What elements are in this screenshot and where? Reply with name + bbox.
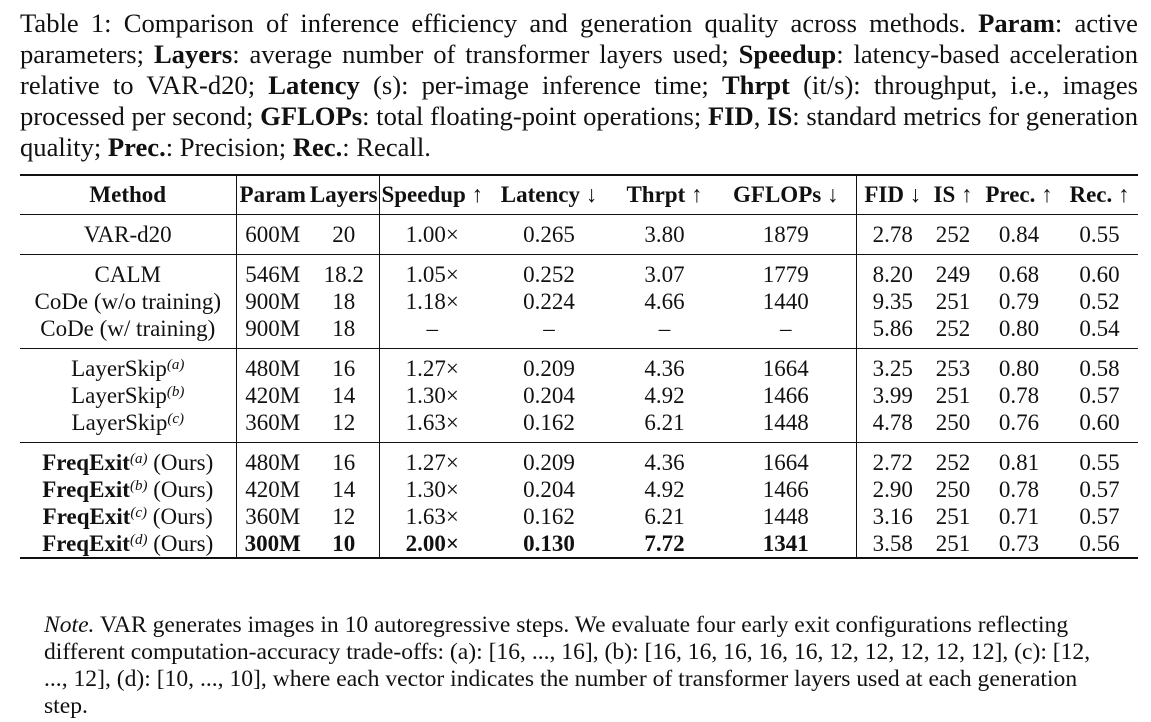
method-cell: VAR-d20 bbox=[20, 215, 236, 255]
caption-term: IS bbox=[767, 101, 793, 131]
caption-term: FID bbox=[707, 101, 754, 131]
value-cell: 3.80 bbox=[613, 215, 716, 255]
value-cell: 360M bbox=[236, 503, 309, 530]
value-cell: 250 bbox=[935, 476, 971, 502]
value-cell: 4.78 bbox=[856, 409, 929, 443]
value-cell: 14 bbox=[332, 382, 356, 408]
table-row bbox=[20, 315, 1138, 349]
value-cell: 480M bbox=[236, 443, 309, 477]
table-row bbox=[20, 443, 1138, 477]
value-cell: 1664 bbox=[762, 355, 809, 381]
value-cell: – bbox=[485, 315, 613, 349]
value-cell: – bbox=[379, 315, 485, 349]
value-cell: 12 bbox=[309, 409, 379, 443]
value-cell: 2.90 bbox=[856, 476, 929, 503]
caption-term: Rec. bbox=[292, 132, 343, 162]
value-cell: 0.162 bbox=[523, 503, 575, 529]
value-cell: 2.78 bbox=[856, 215, 929, 255]
caption-definition: : Recall. bbox=[342, 132, 431, 162]
value-cell: 18.2 bbox=[323, 261, 364, 287]
value-cell: 0.204 bbox=[523, 476, 575, 502]
value-cell: – bbox=[613, 315, 716, 349]
caption-term: Speedup bbox=[738, 39, 837, 69]
column-header: Layers bbox=[309, 175, 379, 215]
value-cell: 1341 bbox=[716, 530, 856, 558]
value-cell: 252 bbox=[929, 315, 977, 349]
value-cell: 2.00× bbox=[379, 530, 485, 558]
table-row bbox=[20, 382, 1138, 409]
value-cell: 1664 bbox=[762, 449, 809, 475]
value-cell: 480M bbox=[236, 349, 309, 383]
value-cell: 0.265 bbox=[485, 215, 613, 255]
value-cell: 4.66 bbox=[644, 288, 685, 314]
table-row bbox=[20, 503, 1138, 530]
method-cell: CALM bbox=[94, 261, 161, 287]
value-cell: 0.209 bbox=[523, 355, 575, 381]
value-cell: 0.55 bbox=[1079, 449, 1120, 475]
table-row bbox=[20, 255, 1138, 289]
caption-definition: : Precision; bbox=[165, 132, 293, 162]
table-note bbox=[44, 612, 1110, 720]
value-cell: 12 bbox=[332, 503, 356, 529]
value-cell: 3.99 bbox=[856, 382, 929, 409]
value-cell: 1.27× bbox=[379, 443, 485, 477]
table-row bbox=[20, 476, 1138, 503]
caption-term: Param bbox=[978, 8, 1055, 38]
caption-definition: : average number of transformer layers used; bbox=[232, 39, 739, 69]
value-cell: 0.57 bbox=[1079, 476, 1120, 502]
value-cell: 8.20 bbox=[856, 255, 929, 289]
value-cell: – bbox=[716, 315, 856, 349]
caption-definition: : total floating-point operations; bbox=[362, 101, 708, 131]
value-cell: 0.54 bbox=[1061, 315, 1138, 349]
column-header: Param bbox=[236, 175, 309, 215]
value-cell: 420M bbox=[236, 476, 309, 503]
value-cell: 251 bbox=[929, 530, 977, 558]
value-cell: 0.162 bbox=[485, 409, 613, 443]
method-cell: LayerSkip$^{(a)}$ bbox=[71, 355, 185, 381]
value-cell: 360M bbox=[236, 409, 309, 443]
caption-lead: Table 1: Comparison of inference efficiency and generation quality across methods. bbox=[20, 8, 979, 38]
value-cell: 0.224 bbox=[523, 288, 575, 314]
table-row bbox=[20, 349, 1138, 383]
value-cell: 0.58 bbox=[1079, 355, 1120, 381]
value-cell: 1.63× bbox=[379, 409, 485, 443]
column-header: Speedup ↑ bbox=[379, 175, 485, 215]
value-cell: 0.80 bbox=[977, 315, 1061, 349]
value-cell: 1779 bbox=[762, 261, 809, 287]
table-body bbox=[20, 215, 1138, 559]
value-cell: 4.92 bbox=[644, 382, 685, 408]
value-cell: 9.35 bbox=[856, 288, 929, 315]
value-cell: 20 bbox=[309, 215, 379, 255]
value-cell: 0.76 bbox=[977, 409, 1061, 443]
column-header: Rec. ↑ bbox=[1061, 175, 1138, 215]
method-cell: LayerSkip$^{(b)}$ bbox=[71, 382, 185, 408]
value-cell: 546M bbox=[236, 255, 309, 289]
method-cell: FreqExit$^{(a)}$ (Ours) bbox=[42, 449, 214, 475]
value-cell: 0.204 bbox=[523, 382, 575, 408]
note-text: VAR generates images in 10 autoregressive steps. We evaluate four early exit configurations reflecting different computation-accuracy trade-offs: (a): [16, ..., 16], (b): [16, 16, 16, 16, 16, 12, 12, 12, 12, 12], (c): [12, ..., 12], (d): [10, ..., 10], where each vector indicates the number of transformer layers used at each generation step. bbox=[44, 612, 1091, 719]
value-cell: 18 bbox=[332, 288, 356, 314]
value-cell: 0.84 bbox=[977, 215, 1061, 255]
column-header: Prec. ↑ bbox=[977, 175, 1061, 215]
method-cell: FreqExit$^{(b)}$ (Ours) bbox=[42, 476, 214, 502]
value-cell: 0.78 bbox=[998, 382, 1040, 408]
value-cell: 251 bbox=[935, 288, 971, 314]
method-cell: LayerSkip$^{(c)}$ bbox=[20, 409, 236, 443]
method-cell: CoDe (w/ training) bbox=[20, 315, 236, 349]
value-cell: 1466 bbox=[762, 476, 809, 502]
value-cell: 1879 bbox=[716, 215, 856, 255]
value-cell: 900M bbox=[236, 315, 309, 349]
value-cell: 0.252 bbox=[523, 261, 575, 287]
value-cell: 0.68 bbox=[998, 261, 1040, 287]
caption-term: Prec. bbox=[107, 132, 166, 162]
value-cell: 1448 bbox=[716, 409, 856, 443]
value-cell: 3.16 bbox=[856, 503, 929, 530]
value-cell: 1.27× bbox=[379, 349, 485, 383]
value-cell: 0.78 bbox=[998, 476, 1040, 502]
caption-definition: : latency-based acceleration relative to VAR-d20; bbox=[20, 39, 1138, 100]
table-header-row bbox=[20, 175, 1138, 215]
value-cell: 253 bbox=[935, 355, 971, 381]
value-cell: 0.57 bbox=[1079, 503, 1120, 529]
value-cell: 6.21 bbox=[644, 503, 685, 529]
column-header: FID ↓ bbox=[856, 175, 929, 215]
column-header: GFLOPs ↓ bbox=[716, 175, 856, 215]
column-header: Thrpt ↑ bbox=[613, 175, 716, 215]
method-cell: FreqExit$^{(d)}$ (Ours) bbox=[20, 530, 236, 558]
value-cell: 1440 bbox=[762, 288, 809, 314]
value-cell: 251 bbox=[935, 503, 971, 529]
value-cell: 0.80 bbox=[998, 355, 1040, 381]
value-cell: 1466 bbox=[762, 382, 809, 408]
value-cell: 252 bbox=[935, 449, 971, 475]
value-cell: 6.21 bbox=[613, 409, 716, 443]
value-cell: 1.18× bbox=[379, 288, 485, 315]
value-cell: 251 bbox=[935, 382, 971, 408]
value-cell: 4.92 bbox=[644, 476, 685, 502]
table-row bbox=[20, 288, 1138, 315]
caption-definition: (s): per-image inference time; bbox=[359, 70, 722, 100]
value-cell: 0.57 bbox=[1079, 382, 1120, 408]
value-cell: 900M bbox=[236, 288, 309, 315]
column-header: Latency ↓ bbox=[485, 175, 613, 215]
caption-definition: : active parameters; bbox=[20, 8, 1138, 69]
value-cell: 0.209 bbox=[523, 449, 575, 475]
results-table bbox=[20, 174, 1138, 559]
caption-term: Latency bbox=[268, 70, 360, 100]
value-cell: 0.55 bbox=[1061, 215, 1138, 255]
value-cell: 1.63× bbox=[379, 503, 485, 530]
value-cell: 250 bbox=[929, 409, 977, 443]
table-row bbox=[20, 409, 1138, 443]
value-cell: 7.72 bbox=[613, 530, 716, 558]
caption-term: Layers bbox=[153, 39, 233, 69]
value-cell: 600M bbox=[236, 215, 309, 255]
column-header: IS ↑ bbox=[929, 175, 977, 215]
value-cell: 0.52 bbox=[1079, 288, 1120, 314]
value-cell: 1.05× bbox=[379, 255, 485, 289]
value-cell: 0.60 bbox=[1079, 261, 1120, 287]
method-cell: FreqExit$^{(c)}$ (Ours) bbox=[42, 503, 213, 529]
value-cell: 3.07 bbox=[644, 261, 685, 287]
value-cell: 300M bbox=[236, 530, 309, 558]
value-cell: 0.130 bbox=[485, 530, 613, 558]
method-cell: CoDe (w/o training) bbox=[34, 288, 221, 314]
value-cell: 0.60 bbox=[1061, 409, 1138, 443]
value-cell: 5.86 bbox=[856, 315, 929, 349]
value-cell: 0.79 bbox=[998, 288, 1040, 314]
value-cell: 2.72 bbox=[856, 443, 929, 477]
value-cell: 0.73 bbox=[977, 530, 1061, 558]
table-row bbox=[20, 215, 1138, 255]
caption-definition: : standard metrics for generation quality; bbox=[20, 101, 1139, 162]
column-header: Method bbox=[20, 175, 236, 215]
value-cell: 0.56 bbox=[1061, 530, 1138, 558]
value-cell: 14 bbox=[332, 476, 356, 502]
value-cell: 16 bbox=[332, 355, 356, 381]
value-cell: 4.36 bbox=[644, 449, 685, 475]
value-cell: 3.25 bbox=[856, 349, 929, 383]
value-cell: 1.30× bbox=[379, 476, 485, 503]
value-cell: 1.00× bbox=[379, 215, 485, 255]
value-cell: 0.71 bbox=[998, 503, 1040, 529]
caption-term: GFLOPs bbox=[260, 101, 363, 131]
table-row bbox=[20, 530, 1138, 558]
value-cell: 1448 bbox=[762, 503, 809, 529]
value-cell: 18 bbox=[309, 315, 379, 349]
value-cell: 420M bbox=[236, 382, 309, 409]
table-caption bbox=[20, 8, 1138, 163]
value-cell: 1.30× bbox=[379, 382, 485, 409]
value-cell: 0.81 bbox=[998, 449, 1040, 475]
note-label: Note. bbox=[44, 612, 95, 638]
caption-term: Thrpt bbox=[721, 70, 790, 100]
value-cell: 249 bbox=[935, 261, 971, 287]
value-cell: 10 bbox=[309, 530, 379, 558]
caption-definition: , bbox=[753, 101, 768, 131]
value-cell: 16 bbox=[332, 449, 356, 475]
value-cell: 3.58 bbox=[856, 530, 929, 558]
value-cell: 252 bbox=[929, 215, 977, 255]
caption-definition: (it/s): throughput, i.e., images processed per second; bbox=[20, 70, 1138, 131]
value-cell: 4.36 bbox=[644, 355, 685, 381]
